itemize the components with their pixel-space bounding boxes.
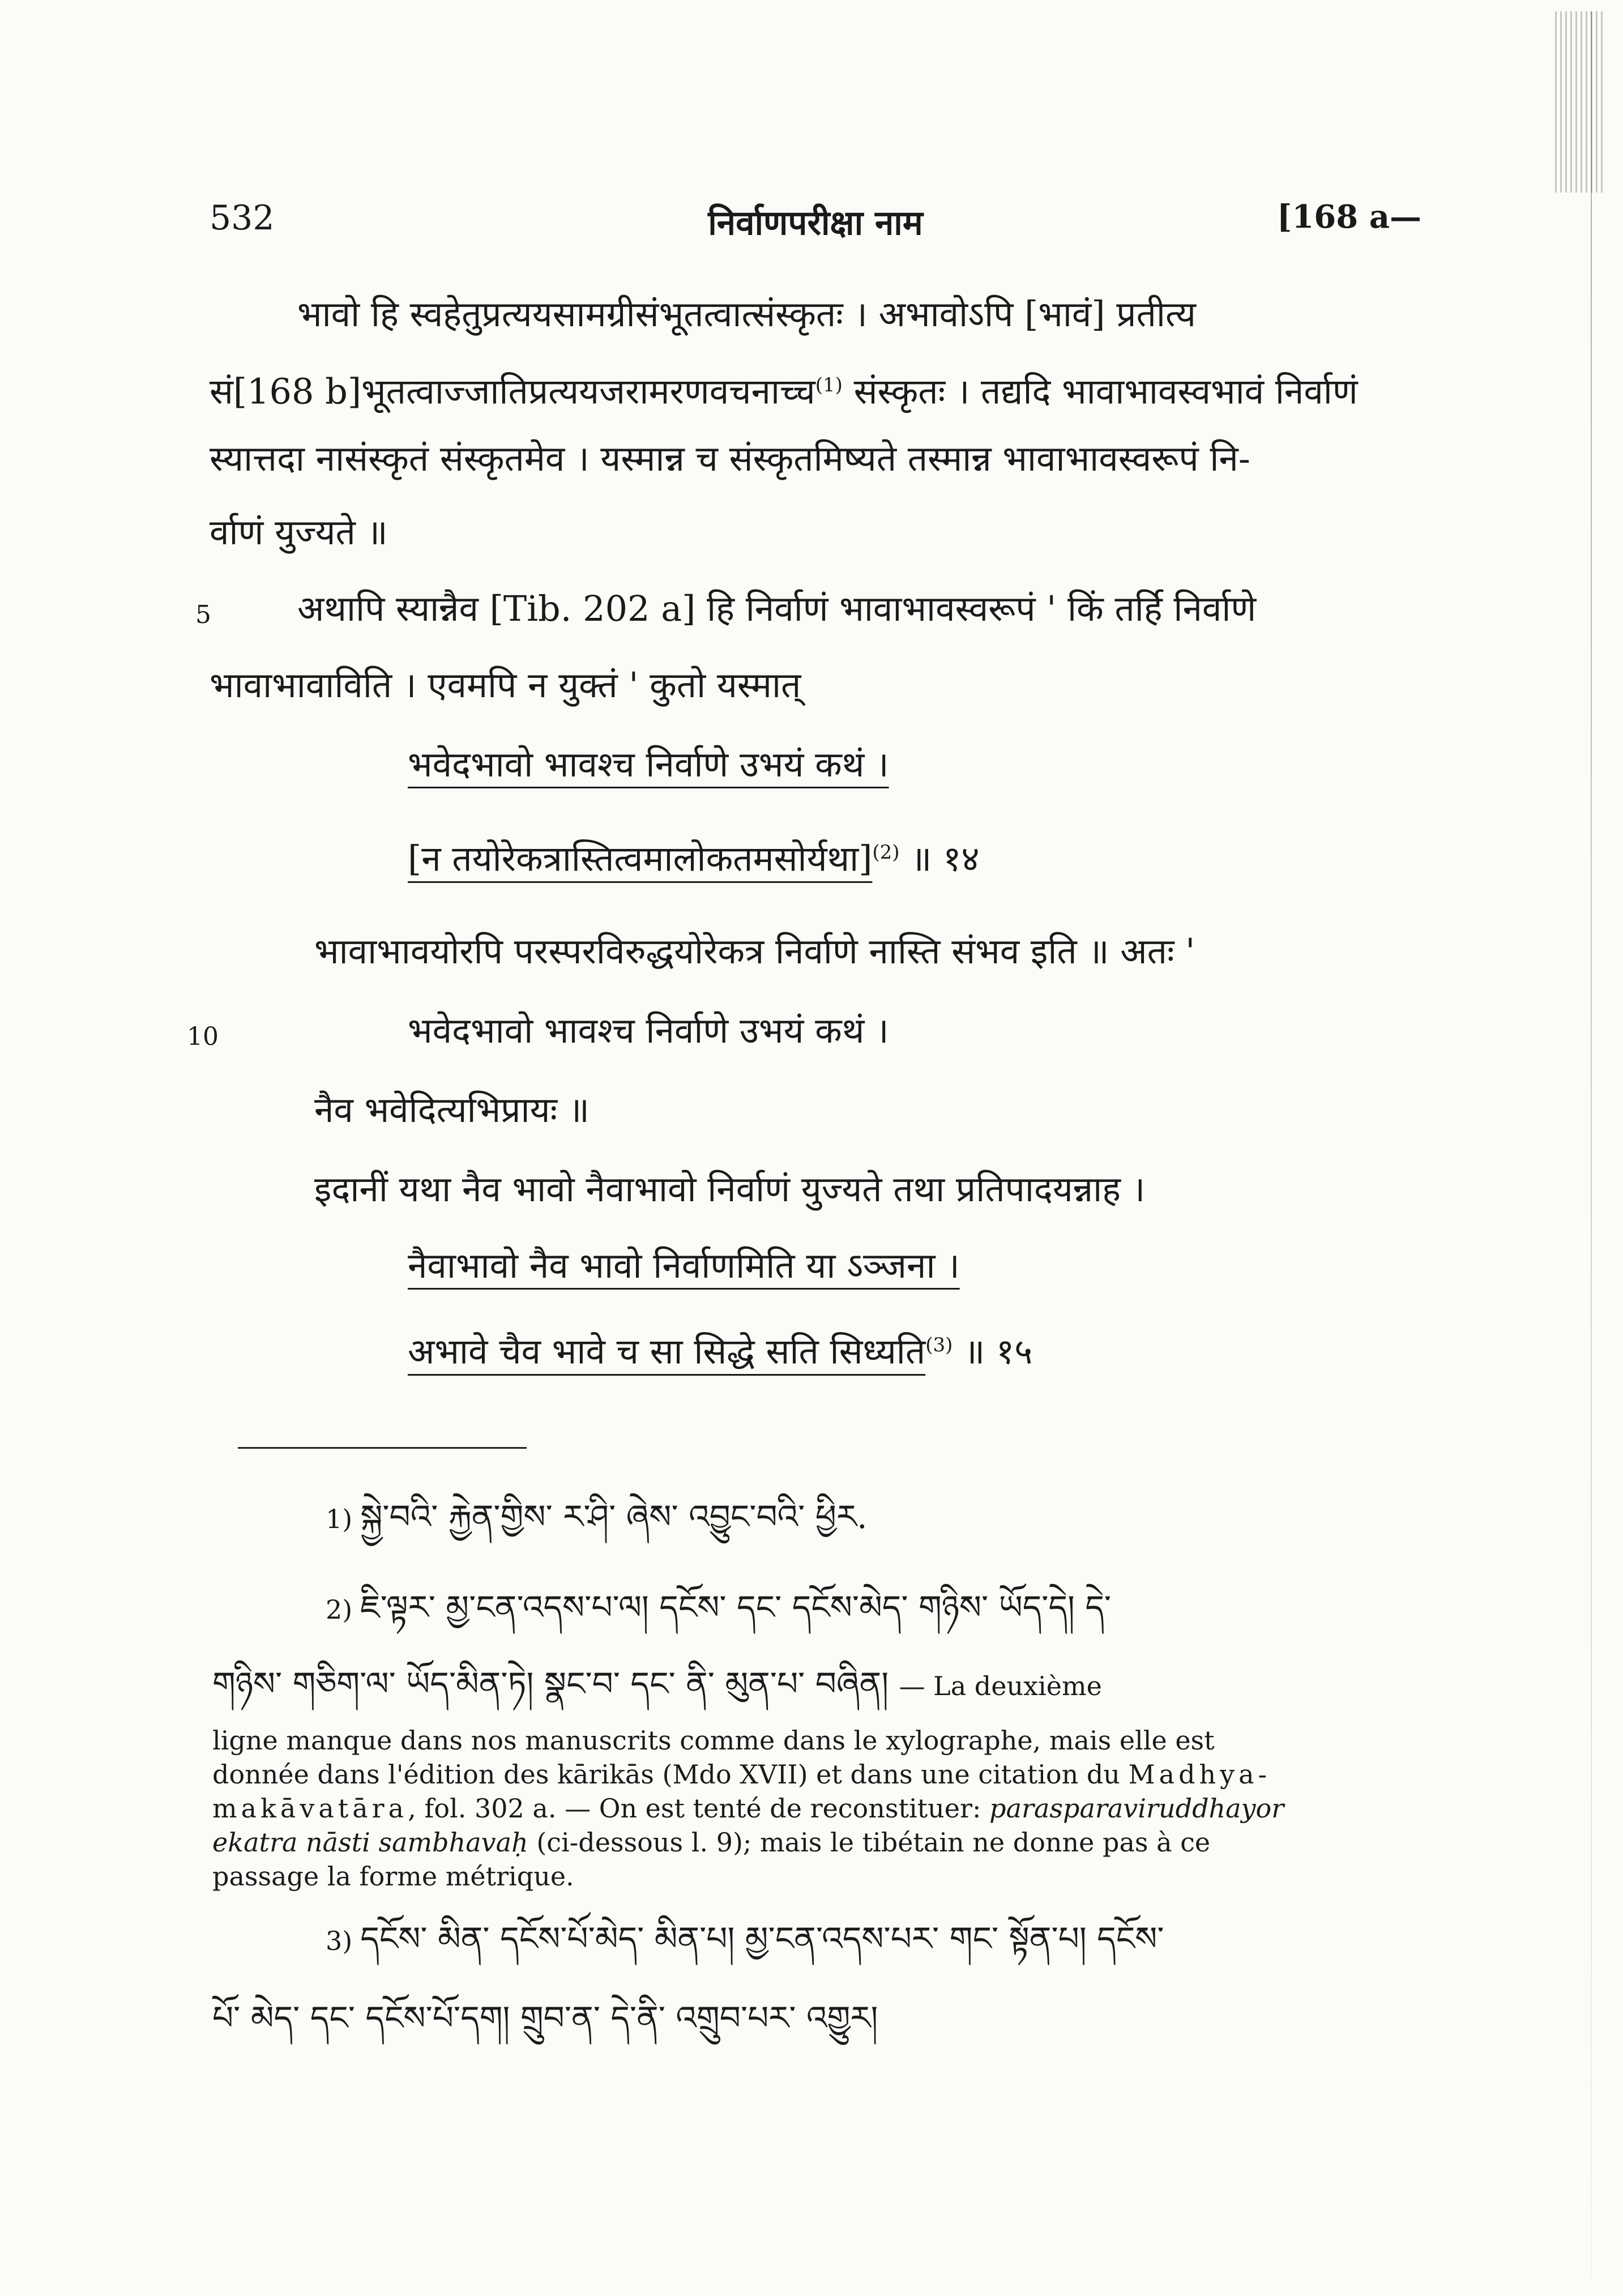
text-line — [210, 362, 1358, 415]
french-text: , fol. 302 a. — On est tenté de reconstituer: — [408, 1793, 990, 1824]
tibetan-text: དངོས་ མིན་ དངོས་པོ་མེད་ མིན་པ། མྱ་ངན་འདས་པར་ གང་ སྟོན་པ། དངོས་ — [360, 1919, 1164, 1958]
footnote-separator — [238, 1447, 527, 1449]
french-text: Madhya- — [1128, 1759, 1271, 1790]
section-reference: [168 a— — [1276, 198, 1421, 236]
text-line: इदानीं यथा नैव भावो नैवाभावो निर्वाणं युज्यते तथा प्रतिपादयन्नाह । — [314, 1168, 1146, 1210]
text-segment: सं[168 b]भूतत्वाज्जातिप्रत्ययजरामरणवचनाच्च — [210, 370, 815, 412]
footnote-ref: (1) — [815, 374, 843, 396]
french-text: — La deuxième — [899, 1671, 1102, 1701]
footnote-french-line: ligne manque dans nos manuscrits comme dans le xylographe, mais elle est — [212, 1725, 1215, 1756]
french-text: donnée dans l'édition des kārikās (Mdo XVII) et dans une citation du — [212, 1759, 1129, 1790]
page-header — [210, 198, 1421, 249]
verse-number: ॥ १५ — [953, 1330, 1033, 1372]
footnote-number: 3) — [326, 1926, 353, 1956]
footnote-number: 1) — [326, 1504, 353, 1534]
footnote-french-line — [212, 1759, 1271, 1790]
verse-text: [न तयोरेकत्रास्तित्वमालोकतमसोर्यथा] — [408, 838, 873, 880]
verse-line: नैवाभावो नैव भावो निर्वाणमिति या ऽञ्जना । — [408, 1245, 960, 1286]
footnote-1 — [326, 1495, 868, 1540]
running-title: निर्वाणपरीक्षा नाम — [708, 203, 923, 243]
footnote-3-line — [326, 1917, 1164, 1962]
tibetan-text: གཉིས་ གཅིག་ལ་ ཡོད་མིན་ཏེ། སྣང་བ་ དང་ ནི་ མུན་པ་ བཞིན། — [212, 1665, 899, 1703]
footnote-french-line — [212, 1826, 1210, 1858]
scan-edge-artifact — [1555, 11, 1606, 193]
text-line: नैव भवेदित्यभिप्रायः ॥ — [314, 1089, 590, 1130]
tibetan-text: ཇི་ལྟར་ མྱ་ངན་འདས་པ་ལ། དངོས་ དང་ དངོས་མེད་ གཉིས་ ཡོད་དེ། དེ་ — [360, 1588, 1112, 1627]
footnote-ref: (3) — [925, 1334, 953, 1356]
french-text: makāvatāra — [212, 1793, 408, 1824]
page-number: 532 — [210, 198, 275, 238]
text-line: स्यात्तदा नासंस्कृतं संस्कृतमेव । यस्मान्न च संस्कृतमिष्यते तस्मान्न भावाभावस्वरूपं नि- — [210, 438, 1250, 479]
verse-line — [408, 1322, 1032, 1375]
text-line: अथापि स्यान्नैव [Tib. 202 a] हि निर्वाणं भावाभावस्वरूपं ' किं तर्हि निर्वाणे — [297, 588, 1257, 629]
text-line: भावो हि स्वहेतुप्रत्ययसामग्रीसंभूतत्वात्संस्कृतः । अभावोऽपि [भावं] प्रतीत्य — [297, 293, 1196, 335]
text-line: भावाभावयोरपि परस्परविरुद्धयोरेकत्र निर्वाणे नास्ति संभव इति ॥ अतः ' — [314, 931, 1195, 972]
scan-edge-line — [1591, 11, 1592, 2277]
verse-text: अभावे चैव भावे च सा सिद्धे सति सिध्यति — [408, 1330, 926, 1372]
text-segment: संस्कृतः । तद्यदि भावाभावस्वभावं निर्वाणं — [842, 370, 1358, 412]
text-line: र्वाणं युज्यते ॥ — [210, 511, 388, 553]
line-number: 5 — [195, 600, 211, 629]
footnote-2-line — [326, 1586, 1111, 1631]
tibetan-text: སྐྱེ་བའི་ རྐྱེན་གྱིས་ ར་ཤི་ ཞེས་ འབྱུང་བའི་ ཕྱིར. — [360, 1497, 868, 1536]
footnote-french-line: passage la forme métrique. — [212, 1861, 574, 1892]
footnote-french-line — [212, 1793, 1284, 1824]
verse-line — [408, 830, 980, 882]
line-number: 10 — [187, 1022, 219, 1051]
text-line: भावाभावाविति । एवमपि न युक्तं ' कुतो यस्मात् — [210, 664, 801, 706]
text-line: भवेदभावो भावश्च निर्वाणे उभयं कथं । — [408, 1010, 889, 1051]
footnote-2-line — [212, 1662, 1102, 1708]
french-text: (ci-dessous l. 9); mais le tibétain ne donne pas à ce — [528, 1827, 1211, 1858]
verse-number: ॥ १४ — [899, 838, 980, 880]
french-italic-text: parasparaviruddhayor — [989, 1793, 1284, 1824]
footnote-ref: (2) — [872, 841, 900, 864]
footnote-number: 2) — [326, 1594, 353, 1625]
verse-line: भवेदभावो भावश्च निर्वाणे उभयं कथं । — [408, 744, 889, 785]
french-italic-text: ekatra nāsti sambhavaḥ — [212, 1827, 528, 1858]
footnote-3-line: པོ་ མེད་ དང་ དངོས་པོ་དག། གྲུབ་ན་ དེ་ནི་ འགྲུབ་པར་ འགྱུར། — [212, 1999, 878, 2037]
